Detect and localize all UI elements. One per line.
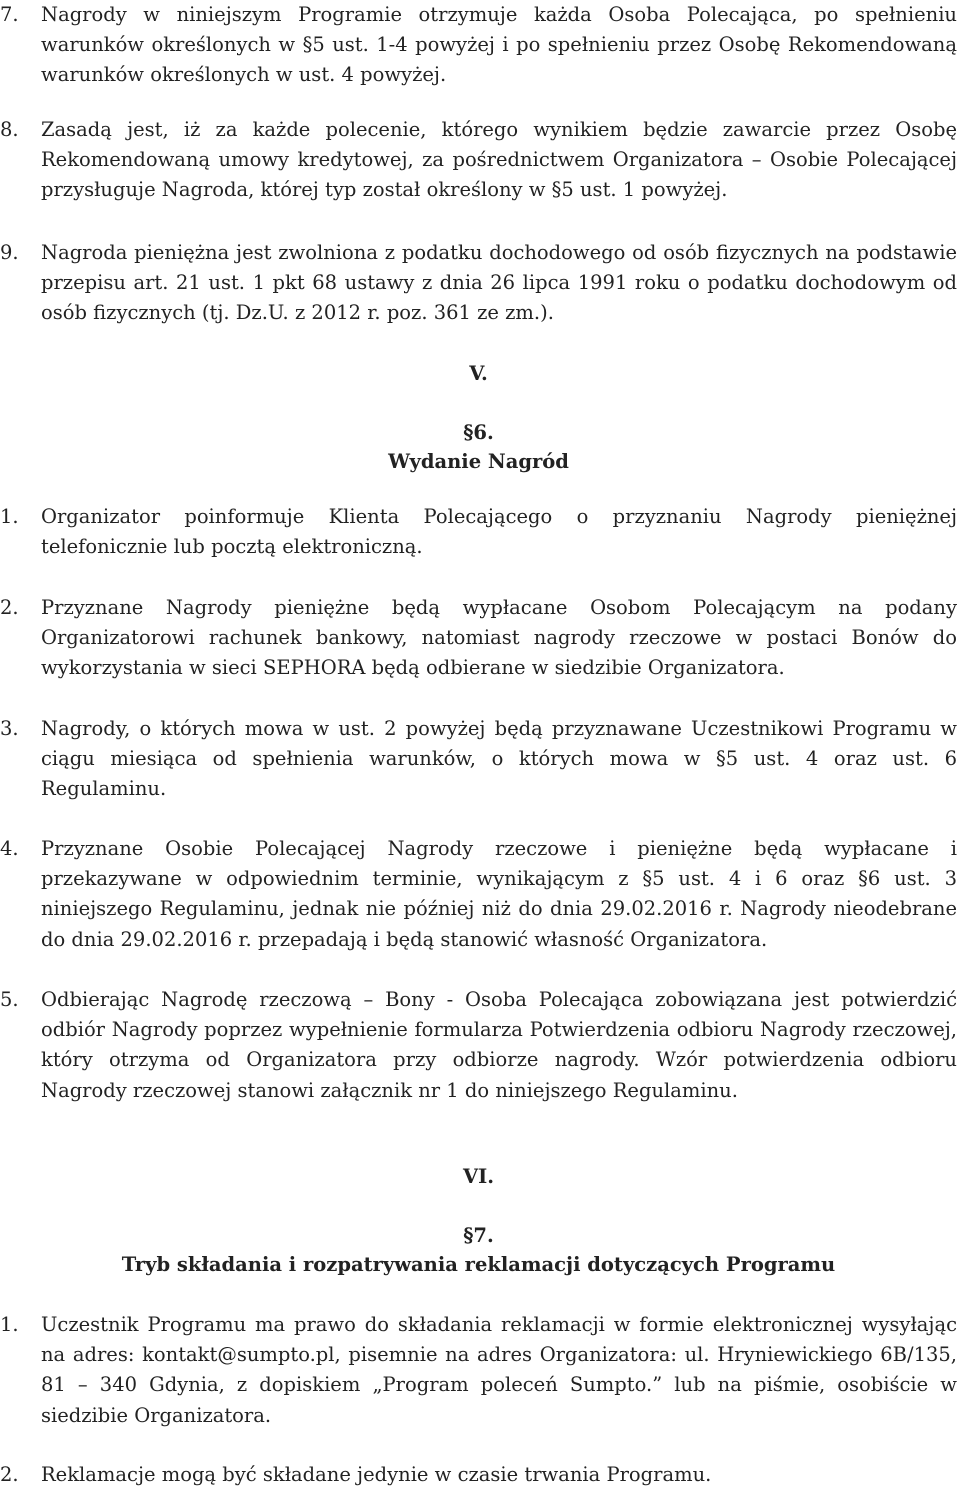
item-number: 3. xyxy=(0,717,19,740)
item-text: Uczestnik Programu ma prawo do składania reklamacji w formie elektronicznej wysyłając na adres: kontakt@sumpto.pl, pisemnie na adres Organizatora: ul. Hryniewickiego 6B/135, 81 – 340 Gdynia, z dopiskiem „Program poleceń Sumpto.” lub na piśmie, osobiście w siedzibie Organizatora. xyxy=(41,1313,957,1427)
item-text: Reklamacje mogą być składane jedynie w czasie trwania Programu. xyxy=(41,1463,712,1486)
list-item xyxy=(0,985,957,1106)
list-item xyxy=(0,238,957,329)
list-item xyxy=(0,714,957,805)
section-number: VI. xyxy=(462,1165,495,1188)
item-text: Nagroda pieniężna jest zwolniona z podatku dochodowego od osób fizycznych na podstawie przepisu art. 21 ust. 1 pkt 68 ustawy z dnia 26 lipca 1991 roku o podatku dochodowym od osób fizycznych (tj. Dz.U. z 2012 r. poz. 361 ze zm.). xyxy=(41,241,957,325)
item-text: Nagrody w niniejszym Programie otrzymuje każda Osoba Polecająca, po spełnieniu warunków określonych w §5 ust. 1-4 powyżej i po spełnieniu przez Osobę Rekomendowaną warunków określonych w ust. 4 powyżej. xyxy=(41,3,957,87)
list-item xyxy=(0,1310,957,1431)
list-item xyxy=(0,0,957,91)
list-item xyxy=(0,593,957,684)
section-title: Tryb składania i rozpatrywania reklamacji dotyczących Programu xyxy=(121,1253,836,1276)
item-number: 7. xyxy=(0,3,19,26)
item-text: Odbierając Nagrodę rzeczową – Bony - Osoba Polecająca zobowiązana jest potwierdzić odbiór Nagrody poprzez wypełnienie formularza Potwierdzenia odbioru Nagrody rzeczowej, który otrzyma od Organizatora przy odbiorze nagrody. Wzór potwierdzenia odbioru Nagrody rzeczowej stanowi załącznik nr 1 do niniejszego Regulaminu. xyxy=(41,988,957,1102)
list-item xyxy=(0,115,957,206)
list-item xyxy=(0,834,957,955)
list-item xyxy=(0,502,957,562)
item-number: 2. xyxy=(0,596,19,619)
section-number: V. xyxy=(469,362,488,385)
item-number: 9. xyxy=(0,241,19,264)
item-text: Organizator poinformuje Klienta Polecającego o przyznaniu Nagrody pieniężnej telefonicznie lub pocztą elektroniczną. xyxy=(41,505,957,559)
item-text: Nagrody, o których mowa w ust. 2 powyżej będą przyznawane Uczestnikowi Programu w ciągu miesiąca od spełnienia warunków, o których mowa w §5 ust. 4 oraz ust. 6 Regulaminu. xyxy=(41,717,957,801)
item-text: Przyznane Nagrody pieniężne będą wypłacane Osobom Polecającym na podany Organizatorowi rachunek bankowy, natomiast nagrody rzeczowe w postaci Bonów do wykorzystania w sieci SEPHORA będą odbierane w siedzibie Organizatora. xyxy=(41,596,957,680)
item-number: 2. xyxy=(0,1463,19,1486)
item-number: 5. xyxy=(0,988,19,1011)
item-number: 8. xyxy=(0,118,19,141)
paragraph-number: §7. xyxy=(463,1224,494,1247)
item-text: Przyznane Osobie Polecającej Nagrody rzeczowe i pieniężne będą wypłacane i przekazywane w odpowiednim terminie, wynikającym z §5 ust. 4 i 6 oraz §6 ust. 3 niniejszego Regulaminu, jednak nie później niż do dnia 29.02.2016 r. Nagrody nieodebrane do dnia 29.02.2016 r. przepadają i będą stanowić własność Organizatora. xyxy=(41,837,957,951)
item-number: 4. xyxy=(0,837,19,860)
list-item xyxy=(0,1460,957,1490)
item-number: 1. xyxy=(0,505,19,528)
item-text: Zasadą jest, iż za każde polecenie, którego wynikiem będzie zawarcie przez Osobę Rekomendowaną umowy kredytowej, za pośrednictwem Organizatora – Osobie Polecającej przysługuje Nagroda, której typ został określony w §5 ust. 1 powyżej. xyxy=(41,118,957,202)
section-title: Wydanie Nagród xyxy=(388,450,569,473)
paragraph-number: §6. xyxy=(463,421,494,444)
item-number: 1. xyxy=(0,1313,19,1336)
